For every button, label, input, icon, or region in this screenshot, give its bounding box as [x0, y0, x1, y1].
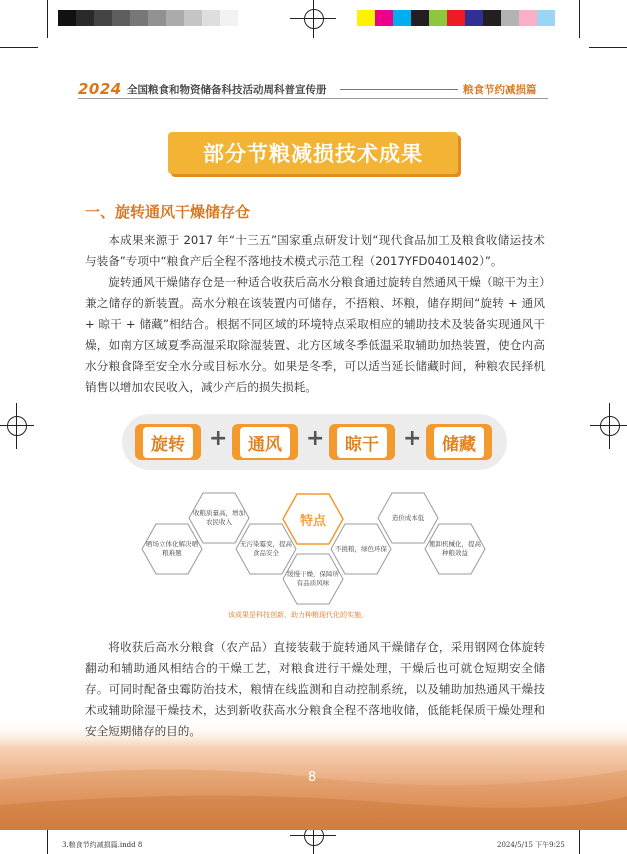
formula-term-label: 通风 — [240, 427, 290, 458]
formula-term-label: 储藏 — [434, 427, 484, 458]
paragraph-3 — [85, 637, 545, 742]
feature-hexagon — [424, 523, 486, 575]
formula-term-label: 旋转 — [143, 427, 193, 458]
grayscale-color-bar — [58, 10, 238, 26]
crop-mark — [579, 0, 580, 38]
registration-mark-line — [313, 0, 314, 38]
header-section: 粮食节约减损篇 — [463, 84, 537, 96]
feature-text: 造价成本低 — [391, 513, 425, 522]
section-title: 一、旋转通风干燥储存仓 — [85, 203, 251, 221]
header-rule — [78, 98, 548, 99]
plus-icon: + — [403, 426, 422, 451]
formula-term — [426, 424, 492, 460]
crop-mark — [0, 47, 38, 48]
feature-text: 不挑粮，绿色环保 — [335, 544, 387, 553]
paragraph-1-text: 本成果来源于 2017 年“十三五”国家重点研发计划“现代食品加工及粮食收储运技术与装备”专项中“粮食产后全程不落地技术模式示范工程（2017YFD0401402）”。 — [85, 233, 545, 268]
crop-mark — [47, 0, 48, 38]
feature-center-label: 特点 — [299, 513, 326, 529]
registration-mark-line — [16, 403, 17, 449]
feature-text: 晒场立体化解决晒粮难题 — [146, 540, 198, 557]
header-title: 全国粮食和物资储备科技活动周科普宣传册 — [127, 84, 327, 96]
page-title-banner — [168, 132, 458, 174]
registration-mark-icon — [600, 416, 620, 436]
paragraph-2 — [85, 272, 545, 398]
cmyk-color-bar — [357, 10, 555, 26]
page-number: 8 — [308, 770, 317, 785]
paragraph-2-text: 旋转通风干燥储存仓是一种适合收获后高水分粮食通过旋转自然通风干燥（晾干为主）兼之储存的新装置。高水分粮在该装置内可储存，不捂粮、坏粮，储存期间“旋转 + 通风 + 晾干 + 储藏”相结合。根据不同区域的环境特点采取相应的辅助技术及装备实现通风干燥，如南方区域夏季高湿采取除湿装置、北方区域冬季低温采取辅助加热装置，使仓内高水分粮食降至安全水分或目标水分。如果是冬季，可以适当延长储藏时间，种粮农民择机销售以增加农民收入，减少产后的损失损耗。 — [85, 275, 545, 394]
feature-text: 搬卸机械化，提高种粮效益 — [429, 540, 481, 557]
formula-term-label: 晾干 — [337, 427, 387, 458]
registration-mark-icon — [7, 416, 27, 436]
slug-date: 2024/5/15 下午9:25 — [497, 841, 565, 849]
paragraph-1 — [85, 230, 545, 272]
registration-mark-line — [609, 403, 610, 449]
registration-mark-icon — [304, 9, 324, 29]
formula-term — [232, 424, 298, 460]
slug-file: 3.粮食节约减损篇.indd 8 — [62, 841, 143, 849]
page-title: 部分节粮减损技术成果 — [203, 142, 423, 166]
diagram-caption: 该成果是科技创新，助力种粮现代化的实施。 — [228, 611, 368, 619]
feature-text: 缓慢干燥，保障所有品质风味 — [287, 570, 339, 587]
registration-mark-line — [0, 425, 34, 426]
formula-term — [329, 424, 395, 460]
formula-term — [135, 424, 201, 460]
crop-mark — [589, 47, 627, 48]
paragraph-3-text: 将收获后高水分粮食（农产品）直接装载于旋转通风干燥储存仓，采用钢网仓体旋转翻动和辅助通风相结合的干燥工艺，对粮食进行干燥处理，干燥后也可就仓短期安全储存。可同时配备虫霉防治技术，粮情在线监测和自动控制系统，以及辅助加热通风干燥技术或辅助除湿干燥技术，达到新收获高水分粮食全程不落地收储，低能耗保质干燥处理和安全短期储存的目的。 — [85, 640, 545, 738]
header-year: 2024 — [78, 80, 122, 98]
header-divider — [340, 89, 458, 90]
feature-text: 收粮质量高，增加农民收入 — [193, 509, 245, 526]
plus-icon: + — [209, 426, 228, 451]
plus-icon: + — [306, 426, 325, 451]
feature-text: 无污染霉变，提高食品安全 — [240, 540, 292, 557]
